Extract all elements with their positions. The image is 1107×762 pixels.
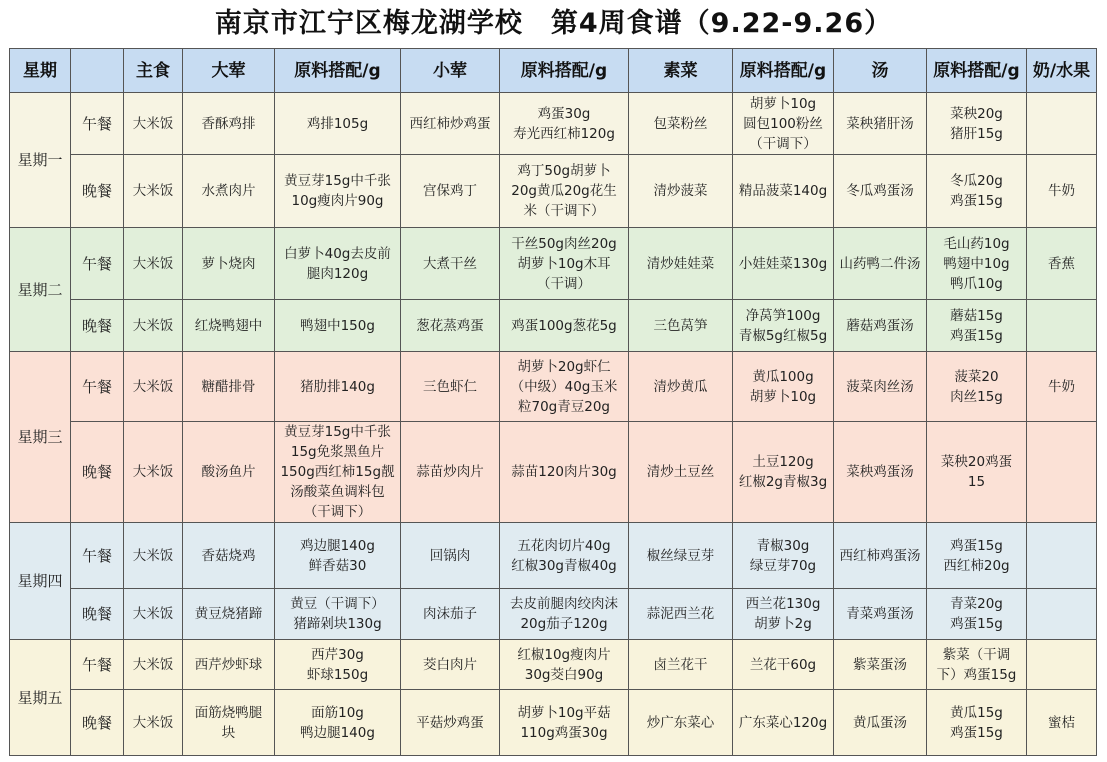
col-header-weekday: 星期 (10, 49, 71, 93)
small-meat-ingredients-cell: 胡萝卜20g虾仁 （中级）40g玉米 粒70g青豆20g (500, 352, 629, 422)
weekday-cell: 星期三 (10, 352, 71, 523)
vegetable-cell: 三色莴笋 (629, 300, 733, 352)
staple-cell: 大米饭 (124, 300, 183, 352)
small-meat-ingredients-cell: 蒜苗120肉片30g (500, 422, 629, 523)
small-meat-cell: 蒜苗炒肉片 (401, 422, 500, 523)
table-row (10, 422, 1097, 523)
big-meat-ingredients-cell: 西芹30g 虾球150g (275, 640, 401, 690)
big-meat-cell: 黄豆烧猪蹄 (183, 589, 275, 640)
big-meat-cell: 红烧鸭翅中 (183, 300, 275, 352)
vegetable-ingredients-cell: 黄瓜100g 胡萝卜10g (733, 352, 834, 422)
milk-fruit-cell (1027, 640, 1097, 690)
big-meat-ingredients-cell: 面筋10g 鸭边腿140g (275, 690, 401, 756)
meal-cell: 晚餐 (71, 155, 124, 228)
weekly-menu-table (9, 48, 1097, 756)
col-header-big-meat-ingredients: 原料搭配/g (275, 49, 401, 93)
soup-ingredients-cell: 毛山药10g 鸭翅中10g 鸭爪10g (927, 228, 1027, 300)
page-title: 南京市江宁区梅龙湖学校 第4周食谱（9.22-9.26） (214, 8, 893, 39)
soup-ingredients-cell: 菜秧20g 猪肝15g (927, 93, 1027, 155)
staple-cell: 大米饭 (124, 228, 183, 300)
col-header-big-meat: 大荤 (183, 49, 275, 93)
milk-fruit-cell: 香蕉 (1027, 228, 1097, 300)
vegetable-ingredients-cell: 胡萝卜10g 圆包100粉丝 （干调下） (733, 93, 834, 155)
meal-cell: 晚餐 (71, 300, 124, 352)
soup-ingredients-cell: 冬瓜20g 鸡蛋15g (927, 155, 1027, 228)
soup-cell: 菜秧猪肝汤 (834, 93, 927, 155)
big-meat-cell: 西芹炒虾球 (183, 640, 275, 690)
table-row (10, 523, 1097, 589)
milk-fruit-cell (1027, 422, 1097, 523)
vegetable-cell: 清炒黄瓜 (629, 352, 733, 422)
meal-cell: 晚餐 (71, 422, 124, 523)
weekday-cell: 星期四 (10, 523, 71, 640)
big-meat-ingredients-cell: 白萝卜40g去皮前 腿肉120g (275, 228, 401, 300)
col-header-staple: 主食 (124, 49, 183, 93)
meal-cell: 晚餐 (71, 690, 124, 756)
milk-fruit-cell (1027, 300, 1097, 352)
soup-ingredients-cell: 黄瓜15g 鸡蛋15g (927, 690, 1027, 756)
staple-cell: 大米饭 (124, 523, 183, 589)
soup-cell: 西红柿鸡蛋汤 (834, 523, 927, 589)
soup-ingredients-cell: 菠菜20 肉丝15g (927, 352, 1027, 422)
staple-cell: 大米饭 (124, 155, 183, 228)
col-header-small-meat-ingredients: 原料搭配/g (500, 49, 629, 93)
soup-cell: 黄瓜蛋汤 (834, 690, 927, 756)
big-meat-ingredients-cell: 鸡边腿140g 鲜香菇30 (275, 523, 401, 589)
weekday-cell: 星期二 (10, 228, 71, 352)
header-row (10, 49, 1097, 93)
vegetable-ingredients-cell: 青椒30g 绿豆芽70g (733, 523, 834, 589)
big-meat-cell: 面筋烧鸭腿 块 (183, 690, 275, 756)
soup-ingredients-cell: 鸡蛋15g 西红柿20g (927, 523, 1027, 589)
big-meat-ingredients-cell: 鸡排105g (275, 93, 401, 155)
small-meat-ingredients-cell: 五花肉切片40g 红椒30g青椒40g (500, 523, 629, 589)
vegetable-cell: 椒丝绿豆芽 (629, 523, 733, 589)
small-meat-cell: 茭白肉片 (401, 640, 500, 690)
big-meat-ingredients-cell: 猪肋排140g (275, 352, 401, 422)
small-meat-cell: 回锅肉 (401, 523, 500, 589)
soup-ingredients-cell: 菜秧20鸡蛋 15 (927, 422, 1027, 523)
big-meat-ingredients-cell: 黄豆（干调下） 猪蹄剁块130g (275, 589, 401, 640)
vegetable-ingredients-cell: 土豆120g 红椒2g青椒3g (733, 422, 834, 523)
small-meat-cell: 宫保鸡丁 (401, 155, 500, 228)
vegetable-ingredients-cell: 精品菠菜140g (733, 155, 834, 228)
meal-cell: 午餐 (71, 352, 124, 422)
col-header-soup-ingredients: 原料搭配/g (927, 49, 1027, 93)
table-row (10, 352, 1097, 422)
soup-cell: 山药鸭二件汤 (834, 228, 927, 300)
meal-cell: 午餐 (71, 93, 124, 155)
vegetable-cell: 炒广东菜心 (629, 690, 733, 756)
small-meat-ingredients-cell: 干丝50g肉丝20g 胡萝卜10g木耳 （干调） (500, 228, 629, 300)
small-meat-ingredients-cell: 红椒10g瘦肉片 30g茭白90g (500, 640, 629, 690)
milk-fruit-cell (1027, 589, 1097, 640)
staple-cell: 大米饭 (124, 690, 183, 756)
big-meat-ingredients-cell: 黄豆芽15g中千张 15g免浆黑鱼片 150g西红柿15g靓 汤酸菜鱼调料包 （干调下） (275, 422, 401, 523)
staple-cell: 大米饭 (124, 93, 183, 155)
table-row (10, 300, 1097, 352)
soup-cell: 青菜鸡蛋汤 (834, 589, 927, 640)
big-meat-ingredients-cell: 黄豆芽15g中千张 10g瘦肉片90g (275, 155, 401, 228)
vegetable-ingredients-cell: 净莴笋100g 青椒5g红椒5g (733, 300, 834, 352)
table-row (10, 228, 1097, 300)
vegetable-cell: 卤兰花干 (629, 640, 733, 690)
soup-cell: 紫菜蛋汤 (834, 640, 927, 690)
weekday-cell: 星期一 (10, 93, 71, 228)
vegetable-ingredients-cell: 广东菜心120g (733, 690, 834, 756)
meal-cell: 午餐 (71, 523, 124, 589)
col-header-meal (71, 49, 124, 93)
small-meat-cell: 西红柿炒鸡蛋 (401, 93, 500, 155)
small-meat-ingredients-cell: 去皮前腿肉绞肉沫 20g茄子120g (500, 589, 629, 640)
staple-cell: 大米饭 (124, 589, 183, 640)
col-header-vegetable: 素菜 (629, 49, 733, 93)
milk-fruit-cell: 蜜桔 (1027, 690, 1097, 756)
col-header-vegetable-ingredients: 原料搭配/g (733, 49, 834, 93)
vegetable-cell: 包菜粉丝 (629, 93, 733, 155)
small-meat-ingredients-cell: 鸡丁50g胡萝卜 20g黄瓜20g花生 米（干调下） (500, 155, 629, 228)
small-meat-cell: 平菇炒鸡蛋 (401, 690, 500, 756)
vegetable-ingredients-cell: 西兰花130g 胡萝卜2g (733, 589, 834, 640)
weekday-cell: 星期五 (10, 640, 71, 756)
table-row (10, 589, 1097, 640)
small-meat-cell: 三色虾仁 (401, 352, 500, 422)
col-header-small-meat: 小荤 (401, 49, 500, 93)
vegetable-cell: 清炒娃娃菜 (629, 228, 733, 300)
soup-cell: 菠菜肉丝汤 (834, 352, 927, 422)
milk-fruit-cell: 牛奶 (1027, 352, 1097, 422)
small-meat-cell: 肉沫茄子 (401, 589, 500, 640)
staple-cell: 大米饭 (124, 422, 183, 523)
big-meat-cell: 香菇烧鸡 (183, 523, 275, 589)
big-meat-cell: 香酥鸡排 (183, 93, 275, 155)
meal-cell: 午餐 (71, 228, 124, 300)
big-meat-cell: 萝卜烧肉 (183, 228, 275, 300)
table-row (10, 640, 1097, 690)
col-header-milk-fruit: 奶/水果 (1027, 49, 1097, 93)
table-row (10, 93, 1097, 155)
milk-fruit-cell (1027, 93, 1097, 155)
vegetable-ingredients-cell: 小娃娃菜130g (733, 228, 834, 300)
col-header-soup: 汤 (834, 49, 927, 93)
soup-cell: 蘑菇鸡蛋汤 (834, 300, 927, 352)
big-meat-cell: 水煮肉片 (183, 155, 275, 228)
vegetable-cell: 清炒土豆丝 (629, 422, 733, 523)
milk-fruit-cell: 牛奶 (1027, 155, 1097, 228)
table-row (10, 155, 1097, 228)
milk-fruit-cell (1027, 523, 1097, 589)
soup-ingredients-cell: 紫菜（干调 下）鸡蛋15g (927, 640, 1027, 690)
staple-cell: 大米饭 (124, 352, 183, 422)
soup-ingredients-cell: 青菜20g 鸡蛋15g (927, 589, 1027, 640)
small-meat-ingredients-cell: 鸡蛋100g葱花5g (500, 300, 629, 352)
small-meat-ingredients-cell: 鸡蛋30g 寿光西红柿120g (500, 93, 629, 155)
small-meat-cell: 葱花蒸鸡蛋 (401, 300, 500, 352)
staple-cell: 大米饭 (124, 640, 183, 690)
meal-cell: 晚餐 (71, 589, 124, 640)
meal-cell: 午餐 (71, 640, 124, 690)
small-meat-cell: 大煮干丝 (401, 228, 500, 300)
soup-cell: 菜秧鸡蛋汤 (834, 422, 927, 523)
big-meat-cell: 糖醋排骨 (183, 352, 275, 422)
big-meat-cell: 酸汤鱼片 (183, 422, 275, 523)
big-meat-ingredients-cell: 鸭翅中150g (275, 300, 401, 352)
soup-ingredients-cell: 蘑菇15g 鸡蛋15g (927, 300, 1027, 352)
small-meat-ingredients-cell: 胡萝卜10g平菇 110g鸡蛋30g (500, 690, 629, 756)
vegetable-cell: 清炒菠菜 (629, 155, 733, 228)
vegetable-cell: 蒜泥西兰花 (629, 589, 733, 640)
vegetable-ingredients-cell: 兰花干60g (733, 640, 834, 690)
soup-cell: 冬瓜鸡蛋汤 (834, 155, 927, 228)
table-row (10, 690, 1097, 756)
